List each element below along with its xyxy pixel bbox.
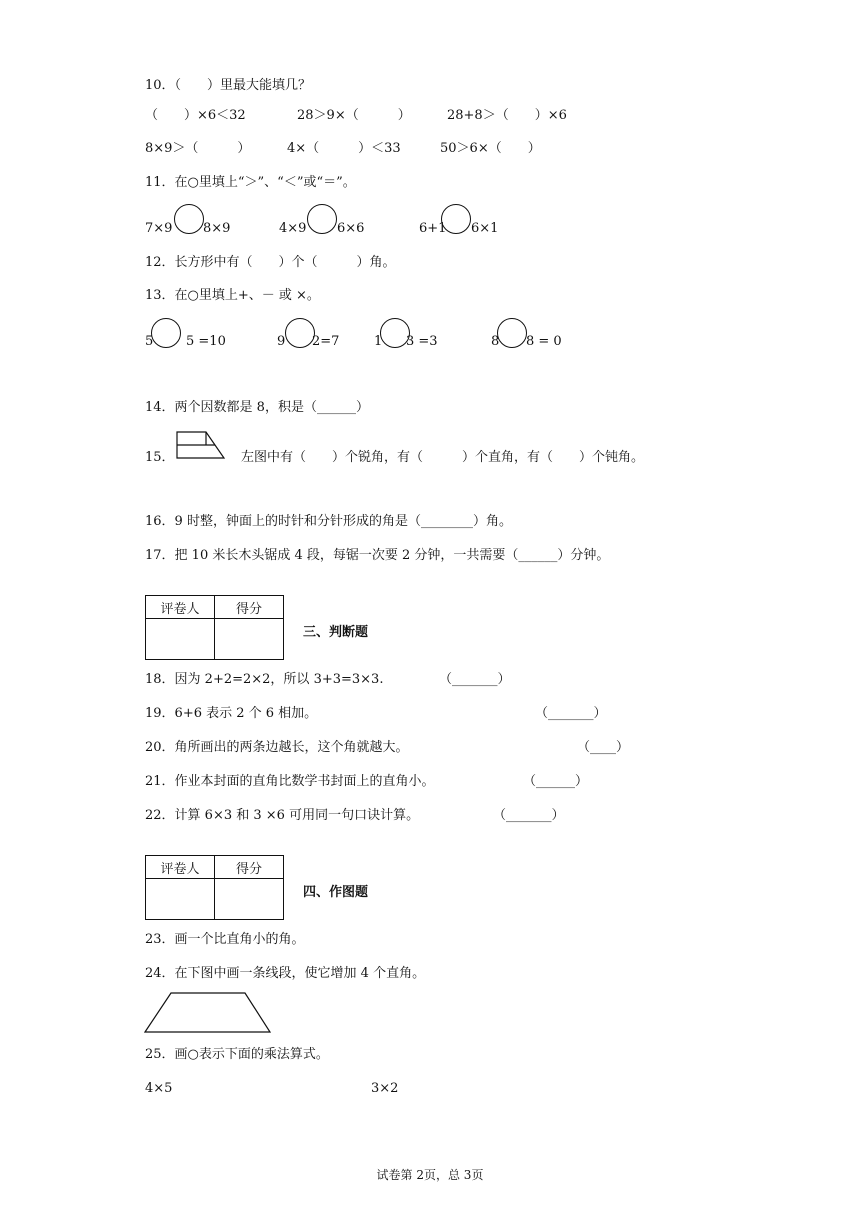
- q11-right: 6×1: [471, 221, 499, 236]
- score-header: 得分: [215, 596, 284, 619]
- q24-text: 24．在下图中画一条线段，使它增加 4 个直角。: [145, 966, 426, 981]
- q17-text: 17．把 10 米长木头锯成 4 段，每锯一次要 2 分钟，一共需要（______）分钟。: [145, 548, 610, 563]
- q13-left: 5: [145, 334, 154, 349]
- judge-item: 21．作业本封面的直角比数学书封面上的直角小。: [145, 774, 435, 789]
- q11-left: 4×9: [279, 221, 307, 236]
- score-table: [145, 595, 284, 660]
- answer-circle[interactable]: [307, 204, 337, 234]
- score-cell[interactable]: [215, 619, 284, 660]
- q10-item: 4×（ ）＜33: [287, 141, 401, 156]
- score-header: 得分: [215, 856, 284, 879]
- trapezoid-figure: [176, 431, 226, 461]
- q15-text: 左图中有（ ）个锐角，有（ ）个直角，有（ ）个钝角。: [241, 450, 645, 465]
- q14-text: 14．两个因数都是 8，积是（______）: [145, 400, 369, 415]
- section-title-judge: 三、判断题: [303, 625, 369, 640]
- q11-left: 6+1: [419, 221, 447, 236]
- reviewer-header: 评卷人: [146, 856, 215, 879]
- answer-circle[interactable]: [174, 204, 204, 234]
- q13-right: 8 = 0: [526, 334, 562, 349]
- q10-title: 10．（ ）里最大能填几？: [145, 78, 312, 93]
- judge-blank[interactable]: （_______）: [493, 808, 565, 823]
- q15-number: 15．: [145, 450, 175, 465]
- reviewer-header: 评卷人: [146, 596, 215, 619]
- q10-item: 28+8＞（ ）×6: [447, 108, 567, 123]
- q13-right: 2=7: [312, 334, 340, 349]
- q13-title: 13．在○里填上+、－ 或 ×。: [145, 288, 320, 303]
- reviewer-cell[interactable]: [146, 879, 215, 920]
- judge-blank[interactable]: （____）: [577, 740, 630, 755]
- trapezoid-drawing-area[interactable]: [144, 992, 272, 1034]
- score-table: [145, 855, 284, 920]
- judge-item: 18．因为 2+2=2×2，所以 3+3=3×3.: [145, 672, 384, 687]
- q10-item: （ ）×6＜32: [145, 108, 246, 123]
- q25-item: 3×2: [371, 1081, 399, 1096]
- judge-blank[interactable]: （_______）: [535, 706, 607, 721]
- score-cell[interactable]: [215, 879, 284, 920]
- judge-item: 20．角所画出的两条边越长，这个角就越大。: [145, 740, 409, 755]
- q13-right: 3 =3: [406, 334, 438, 349]
- q10-item: 50＞6×（ ）: [440, 141, 541, 156]
- q13-left: 8: [491, 334, 500, 349]
- answer-circle[interactable]: [497, 318, 527, 348]
- page-footer: 试卷第 2页，总 3页: [376, 1168, 484, 1182]
- q13-left: 9: [277, 334, 286, 349]
- q12-text: 12．长方形中有（ ）个（ ）角。: [145, 255, 396, 270]
- answer-circle[interactable]: [285, 318, 315, 348]
- answer-circle[interactable]: [441, 204, 471, 234]
- q11-right: 8×9: [203, 221, 231, 236]
- reviewer-cell[interactable]: [146, 619, 215, 660]
- q23-text: 23．画一个比直角小的角。: [145, 932, 305, 947]
- q11-left: 7×9: [145, 221, 173, 236]
- judge-item: 19．6+6 表示 2 个 6 相加。: [145, 706, 318, 721]
- judge-blank[interactable]: （______）: [523, 774, 589, 789]
- answer-circle[interactable]: [151, 318, 181, 348]
- q11-title: 11．在○里填上“＞”、“＜”或“＝”。: [145, 175, 356, 190]
- judge-blank[interactable]: （_______）: [439, 672, 511, 687]
- q10-item: 28＞9×（ ）: [297, 108, 411, 123]
- q16-text: 16．9 时整，钟面上的时针和分针形成的角是（________）角。: [145, 514, 512, 529]
- q25-item: 4×5: [145, 1081, 173, 1096]
- q11-right: 6×6: [337, 221, 365, 236]
- section-title-drawing: 四、作图题: [303, 885, 369, 900]
- judge-item: 22．计算 6×3 和 3 ×6 可用同一句口诀计算。: [145, 808, 420, 823]
- q25-title: 25．画○表示下面的乘法算式。: [145, 1047, 329, 1062]
- q13-left: 1: [374, 334, 383, 349]
- q10-item: 8×9＞（ ）: [145, 141, 251, 156]
- q13-right: 5 =10: [186, 334, 226, 349]
